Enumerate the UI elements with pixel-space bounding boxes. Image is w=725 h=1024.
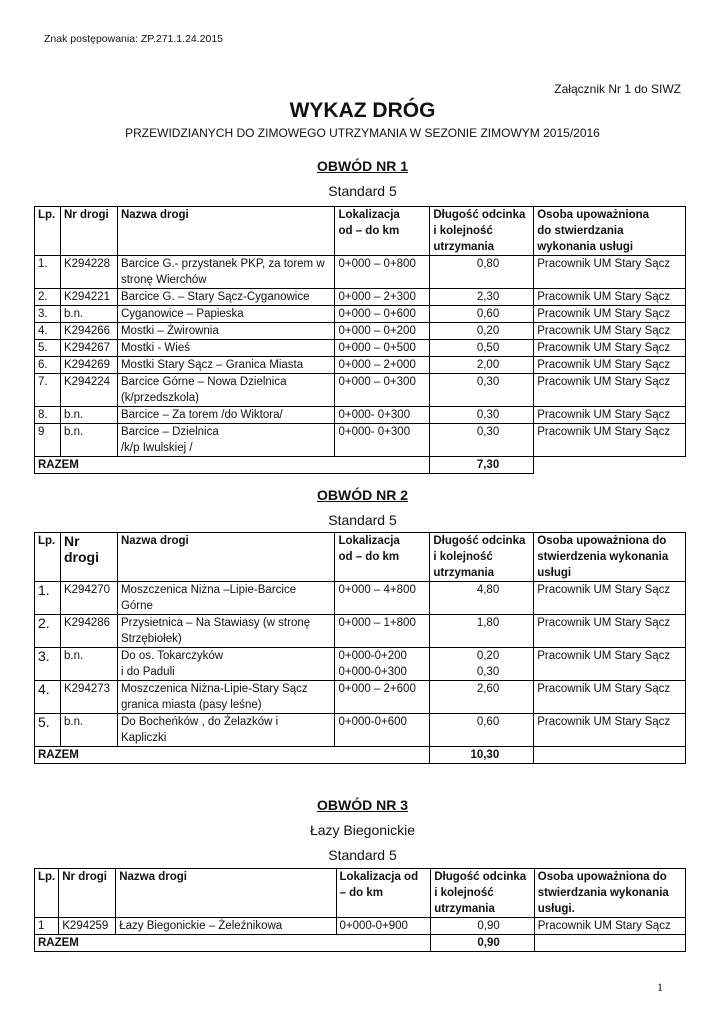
table-cell: Cyganowice – Papieska: [117, 306, 335, 323]
column-header: Długość odcinka i kolejność utrzymania: [431, 869, 535, 918]
table-cell: Pracownik UM Stary Sącz: [534, 648, 686, 681]
total-value: 0,90: [431, 935, 535, 952]
table-cell: 2,30: [430, 289, 534, 306]
total-value: 7,30: [430, 457, 534, 474]
table-cell: Pracownik UM Stary Sącz: [534, 681, 686, 714]
table-cell: Barcice – Dzielnica /k/p Iwulskiej /: [117, 424, 335, 457]
table-row: [35, 323, 686, 340]
total-row: [35, 457, 686, 474]
table-cell: 7.: [35, 374, 61, 407]
page-number: 1: [657, 980, 663, 994]
table-cell: Łazy Biegonickie – Żeleźnikowa: [116, 918, 336, 935]
annex-label: Załącznik Nr 1 do SIWZ: [554, 82, 681, 96]
section-1-table: [34, 206, 686, 474]
table-cell: Do Bocheńków , do Żelazków i Kapliczki: [117, 714, 334, 747]
column-header: Nazwa drogi: [116, 869, 336, 918]
table-cell: Barcice – Za torem /do Wiktora/: [117, 407, 335, 424]
table-cell: Pracownik UM Stary Sącz: [534, 407, 686, 424]
table-cell: 8.: [35, 407, 61, 424]
table-cell: 2,60: [430, 681, 534, 714]
table-header-row: [35, 533, 686, 582]
table-cell: Barcice G.- przystanek PKP, za torem w stronę Wierchów: [117, 256, 335, 289]
table-cell: 4.: [35, 323, 61, 340]
table-cell: 0,30: [430, 424, 534, 457]
section-3-heading: OBWÓD NR 3: [317, 797, 408, 813]
table-row: [35, 306, 686, 323]
table-cell: 1,80: [430, 615, 534, 648]
table-cell: 0+000 – 2+000: [335, 357, 430, 374]
table-cell: 0,80: [430, 256, 534, 289]
section-1-standard: Standard 5: [328, 183, 397, 199]
table-cell: b.n.: [60, 306, 117, 323]
table-cell: 0+000 – 0+300: [335, 374, 430, 407]
table-cell: b.n.: [60, 424, 117, 457]
column-header: Lp.: [35, 207, 61, 256]
table-cell: 0,30: [430, 407, 534, 424]
table-cell: K294270: [60, 582, 117, 615]
table-row: [35, 615, 686, 648]
column-header: Osoba upoważniona do stwierdzania wykonania usługi.: [534, 869, 685, 918]
table-cell: 0+000 – 2+300: [335, 289, 430, 306]
table-cell: 0,60: [430, 714, 534, 747]
table-cell: Pracownik UM Stary Sącz: [534, 323, 686, 340]
column-header: Osoba upoważniona do stwierdzenia wykonania usługi: [534, 533, 686, 582]
table-row: [35, 582, 686, 615]
table-cell: Pracownik UM Stary Sącz: [534, 340, 686, 357]
section-1-heading: OBWÓD NR 1: [317, 158, 408, 174]
table-cell: K294273: [60, 681, 117, 714]
table-header-row: [35, 869, 686, 918]
total-row: [35, 935, 686, 952]
column-header: Lokalizacja od – do km: [336, 869, 431, 918]
section-3-table: [34, 868, 686, 952]
column-header: Nr drogi: [59, 869, 116, 918]
table-cell: 0+000-0+200 0+000-0+300: [335, 648, 430, 681]
table-cell: Do os. Tokarczyków i do Paduli: [117, 648, 334, 681]
table-row: [35, 648, 686, 681]
table-row: [35, 714, 686, 747]
table-cell: K294266: [60, 323, 117, 340]
column-header: Lp.: [35, 869, 59, 918]
table-cell: K294259: [59, 918, 116, 935]
column-header: Nr drogi: [60, 207, 117, 256]
table-row: [35, 918, 686, 935]
table-cell: 0+000-0+900: [336, 918, 431, 935]
column-header: Lp.: [35, 533, 61, 582]
total-empty-cell: [534, 747, 686, 764]
column-header: Nr drogi: [60, 533, 117, 582]
table-cell: Pracownik UM Stary Sącz: [534, 714, 686, 747]
total-value: 10,30: [430, 747, 534, 764]
table-cell: K294221: [60, 289, 117, 306]
table-cell: 0+000 – 0+500: [335, 340, 430, 357]
table-cell: b.n.: [60, 648, 117, 681]
table-cell: Barcice G. – Stary Sącz-Cyganowice: [117, 289, 335, 306]
table-header-row: [35, 207, 686, 256]
column-header: Nazwa drogi: [117, 207, 335, 256]
table-cell: Pracownik UM Stary Sącz: [534, 424, 686, 457]
table-cell: 9: [35, 424, 61, 457]
column-header: Lokalizacja od – do km: [335, 207, 430, 256]
table-cell: 0+000- 0+300: [335, 424, 430, 457]
table-cell: 0+000 – 4+800: [335, 582, 430, 615]
table-cell: 3.: [35, 306, 61, 323]
section-2-standard: Standard 5: [328, 512, 397, 528]
column-header: Lokalizacja od – do km: [335, 533, 430, 582]
table-cell: 0+000-0+600: [335, 714, 430, 747]
table-cell: 2.: [35, 615, 61, 648]
table-cell: 6.: [35, 357, 61, 374]
table-cell: Pracownik UM Stary Sącz: [534, 306, 686, 323]
total-empty-cell: [534, 935, 685, 952]
table-cell: Pracownik UM Stary Sącz: [534, 374, 686, 407]
table-cell: Moszczenica Niżna-Lipie-Stary Sącz granica miasta (pasy leśne): [117, 681, 334, 714]
table-cell: 0,20: [430, 323, 534, 340]
section-2-heading: OBWÓD NR 2: [317, 487, 408, 503]
column-header: Osoba upoważniona do stwierdzania wykonania usługi: [534, 207, 686, 256]
table-cell: Mostki – Żwirownia: [117, 323, 335, 340]
table-cell: 1.: [35, 582, 61, 615]
table-cell: Pracownik UM Stary Sącz: [534, 918, 685, 935]
table-cell: Moszczenica Niżna –Lipie-Barcice Górne: [117, 582, 334, 615]
table-row: [35, 357, 686, 374]
total-empty-cell: [534, 457, 686, 474]
table-cell: K294269: [60, 357, 117, 374]
table-cell: 2.: [35, 289, 61, 306]
table-cell: Mostki Stary Sącz – Granica Miasta: [117, 357, 335, 374]
table-cell: b.n.: [60, 714, 117, 747]
table-cell: Pracownik UM Stary Sącz: [534, 289, 686, 306]
table-cell: Pracownik UM Stary Sącz: [534, 582, 686, 615]
column-header: Nazwa drogi: [117, 533, 334, 582]
table-cell: K294286: [60, 615, 117, 648]
table-row: [35, 407, 686, 424]
table-cell: 4.: [35, 681, 61, 714]
table-cell: Pracownik UM Stary Sącz: [534, 615, 686, 648]
table-cell: 0+000 – 0+600: [335, 306, 430, 323]
table-cell: 0+000- 0+300: [335, 407, 430, 424]
table-cell: 0,60: [430, 306, 534, 323]
table-cell: 3.: [35, 648, 61, 681]
table-row: [35, 256, 686, 289]
document-title: WYKAZ DRÓG: [289, 99, 436, 122]
document-subtitle: PRZEWIDZIANYCH DO ZIMOWEGO UTRZYMANIA W SEZONIE ZIMOWYM 2015/2016: [125, 126, 600, 140]
table-cell: Mostki - Wieś: [117, 340, 335, 357]
table-cell: 0,30: [430, 374, 534, 407]
table-cell: 0+000 – 1+800: [335, 615, 430, 648]
table-cell: 5.: [35, 340, 61, 357]
table-cell: 1.: [35, 256, 61, 289]
total-label: RAZEM: [35, 747, 430, 764]
table-cell: K294267: [60, 340, 117, 357]
table-cell: K294228: [60, 256, 117, 289]
table-cell: b.n.: [60, 407, 117, 424]
total-label: RAZEM: [35, 457, 430, 474]
section-2-table: [34, 532, 686, 764]
table-cell: 2,00: [430, 357, 534, 374]
table-cell: 4,80: [430, 582, 534, 615]
table-row: [35, 681, 686, 714]
section-3-subheading: Łazy Biegonickie: [309, 822, 416, 838]
table-cell: 5.: [35, 714, 61, 747]
table-cell: 0+000 – 0+200: [335, 323, 430, 340]
table-cell: 0,50: [430, 340, 534, 357]
table-row: [35, 424, 686, 457]
table-cell: 0,20 0,30: [430, 648, 534, 681]
table-cell: 0+000 – 2+600: [335, 681, 430, 714]
procedure-reference: Znak postępowania: ZP.271.1.24.2015: [44, 33, 224, 45]
column-header: Długość odcinka i kolejność utrzymania: [430, 207, 534, 256]
total-label: RAZEM: [35, 935, 431, 952]
table-cell: Pracownik UM Stary Sącz: [534, 256, 686, 289]
table-row: [35, 289, 686, 306]
table-cell: K294224: [60, 374, 117, 407]
table-cell: Przysietnica – Na Stawiasy (w stronę Strzębiołek): [117, 615, 334, 648]
table-cell: 1: [35, 918, 59, 935]
total-row: [35, 747, 686, 764]
section-3-standard: Standard 5: [328, 847, 397, 863]
table-row: [35, 340, 686, 357]
table-cell: 0+000 – 0+800: [335, 256, 430, 289]
table-cell: Pracownik UM Stary Sącz: [534, 357, 686, 374]
table-row: [35, 374, 686, 407]
table-cell: 0,90: [431, 918, 535, 935]
column-header: Długość odcinka i kolejność utrzymania: [430, 533, 534, 582]
table-cell: Barcice Górne – Nowa Dzielnica (k/przedszkola): [117, 374, 335, 407]
